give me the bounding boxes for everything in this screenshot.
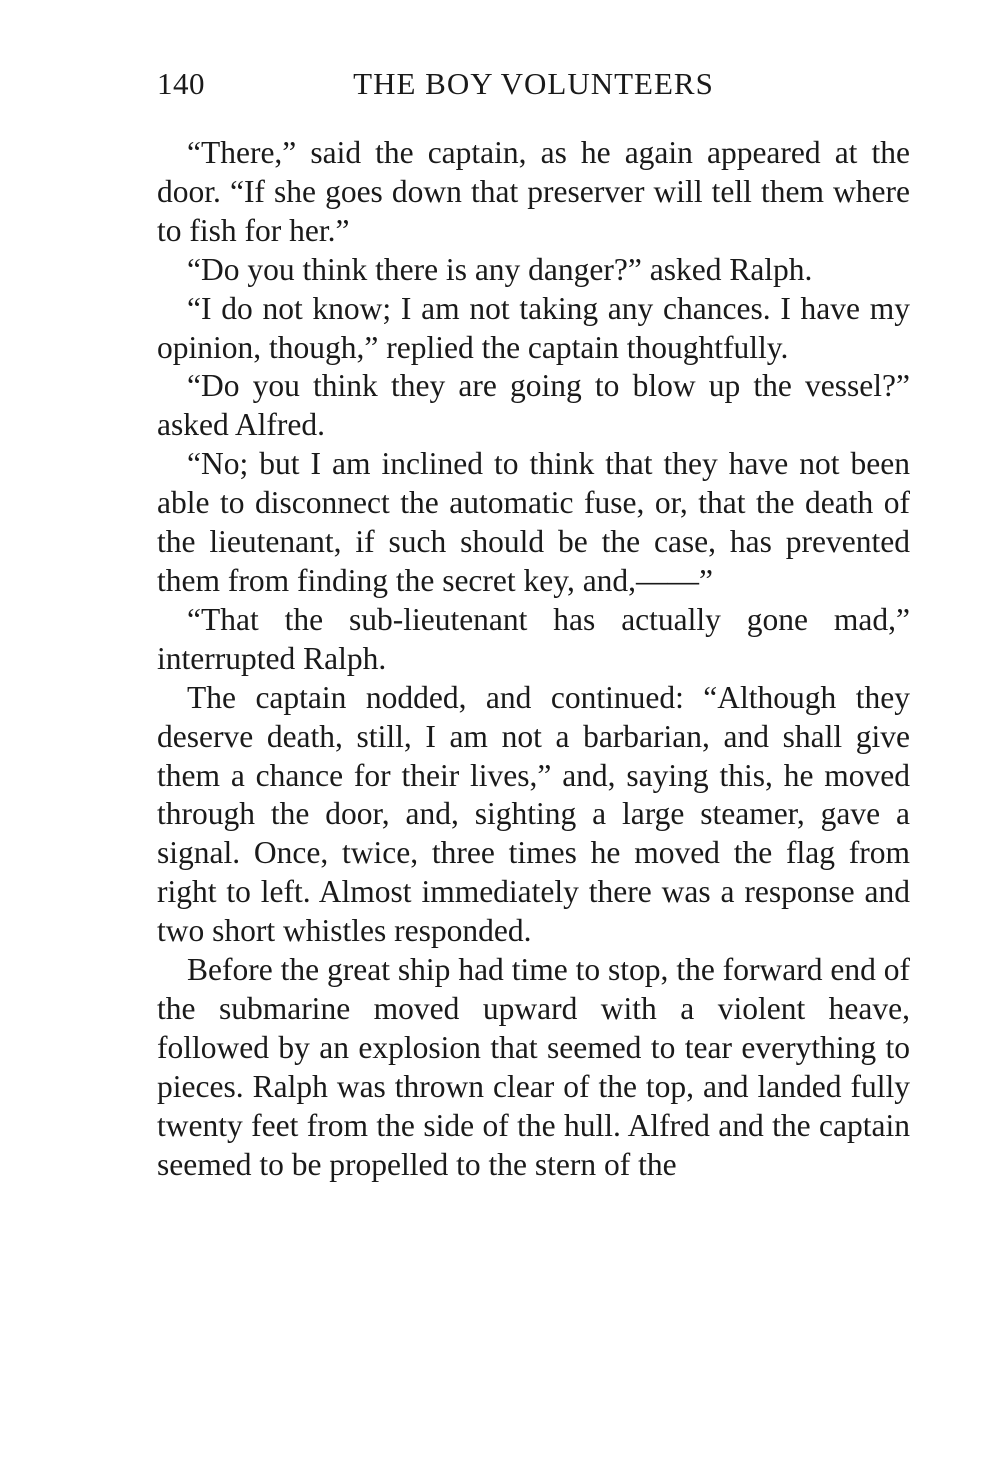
paragraph: “Do you think there is any danger?” asked Ralph. xyxy=(187,251,813,287)
paragraph: “There,” said the captain, as he again appeared at the door. “If she goes down that preserver will tell them where to fish for her.” xyxy=(157,135,910,248)
book-page xyxy=(157,60,910,1184)
paragraph: The captain nodded, and continued: “Although they deserve death, still, I am not a barbarian, and shall give them a chance for their lives,” and, saying this, he moved through the door, and, sighting a large steamer, gave a signal. Once, twice, three times he moved the flag from right to left. Almost immediately there was a response and two short whistles responded. xyxy=(157,679,910,949)
running-title: THE BOY VOLUNTEERS xyxy=(353,66,714,101)
page-header xyxy=(157,60,910,108)
paragraph: “Do you think they are going to blow up the vessel?” asked Alfred. xyxy=(157,368,910,443)
paragraph: “No; but I am inclined to think that they have not been able to disconnect the automatic fuse, or, that the death of the lieutenant, if such should be the case, has prevented them from finding the secret key, and,——” xyxy=(157,446,910,598)
paragraph: “I do not know; I am not taking any chances. I have my opinion, though,” replied the captain thoughtfully. xyxy=(157,290,910,365)
paragraph: Before the great ship had time to stop, the forward end of the submarine moved upward with a violent heave, followed by an explosion that seemed to tear everything to pieces. Ralph was thrown clear of the top, and landed fully twenty feet from the side of the hull. Alfred and the captain seemed to be propelled to the stern of the xyxy=(157,952,910,1182)
body-text xyxy=(157,134,910,1184)
page-number: 140 xyxy=(157,66,205,101)
paragraph: “That the sub-lieutenant has actually gone mad,” interrupted Ralph. xyxy=(157,601,910,676)
